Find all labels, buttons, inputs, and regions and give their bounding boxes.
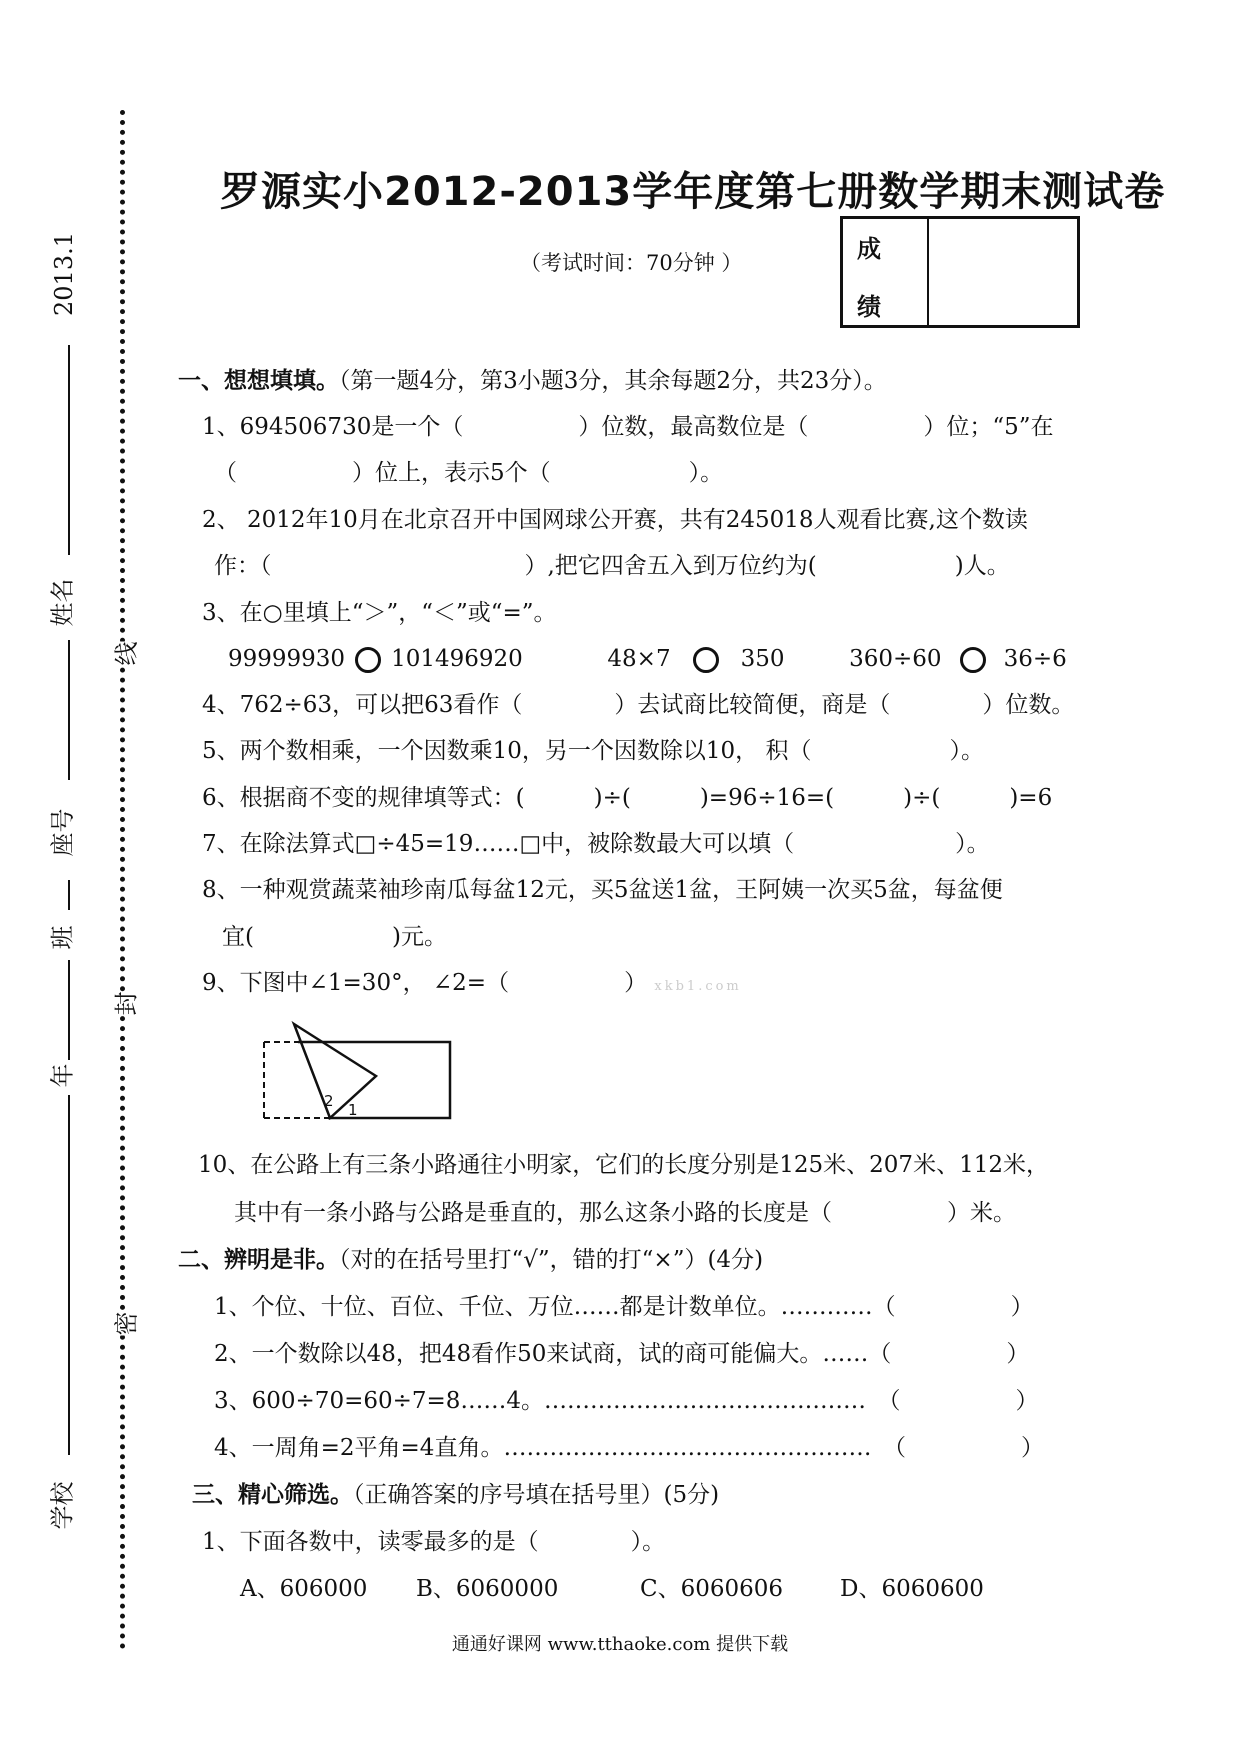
angle-figure [258,1018,458,1120]
q3-item-2: 101496920 [391,646,523,672]
q3-item-5: 360÷60 [849,646,942,672]
q4-line: 4、762÷63，可以把63看作（ ）去试商比较简便，商是（ ）位数。 [202,692,1075,718]
mc-option-c[interactable]: C、6060606 [640,1576,784,1602]
grade-label: 年 [48,1063,77,1088]
section1-note: （第一题4分，第3小题3分，其余每题2分，共23分）。 [339,368,887,394]
fig-label-2: 2 [324,1092,334,1110]
page-footer: 通通好课网 www.tthaoke.com 提供下载 [451,1634,789,1655]
bind-char-xian: 线 [101,642,148,666]
q8-line2: 宜( )元。 [222,924,447,950]
exam-title: 罗源实小2012-2013学年度第七册数学期末测试卷 [220,169,1166,215]
seat-underline [68,880,70,910]
section3-header [192,1480,719,1510]
class-underline [68,960,70,1060]
score-label-1: 成 [857,235,881,263]
mc-option-d[interactable]: D、6060600 [840,1576,984,1602]
q2-line1: 2、 2012年10月在北京召开中国网球公开赛，共有245018人观看比赛,这个数读 [202,507,1028,533]
compare-circle[interactable] [960,647,986,673]
q1-line2: （ ）位上，表示5个（ ）。 [214,460,724,486]
bind-char-feng: 封 [101,992,148,1016]
q2-line2: 作：（ ）,把它四舍五入到万位约为( )人。 [214,553,1010,579]
section3-note: （正确答案的序号填在括号里）(5分) [353,1482,720,1508]
q3-line: 3、在○里填上“＞”，“＜”或“=”。 [202,600,557,626]
score-box[interactable] [840,216,1080,328]
school-label: 学校 [48,1481,77,1530]
tf-q1: 1、个位、十位、百位、千位、万位……都是计数单位。…………（ ） [214,1294,1034,1320]
fig-label-1: 1 [348,1101,358,1119]
exam-date: 2013.1 [49,232,78,316]
score-box-divider [927,219,929,325]
q7-line: 7、在除法算式□÷45=19……□中，被除数最大可以填（ ）。 [202,831,990,857]
q6-line: 6、根据商不变的规律填等式：( )÷( )=96÷16=( )÷( )=6 [202,785,1053,811]
binding-dotted-line [120,110,125,1650]
tf-q4: 4、一周角=2平角=4直角。………………………………………… （ ） [214,1435,1044,1461]
section2-header [178,1245,763,1275]
q3-item-3: 48×7 [607,646,671,672]
q10-line2: 其中有一条小路与公路是垂直的，那么这条小路的长度是（ ）米。 [234,1200,1016,1226]
class-label: 班 [48,925,77,950]
date-underline [68,345,70,555]
fig-rectangle [298,1042,450,1118]
q3-item-6: 36÷6 [1003,646,1067,672]
mc-option-b[interactable]: B、6060000 [416,1576,559,1602]
q5-line: 5、两个数相乘，一个因数乘10，另一个因数除以10， 积（ ）。 [202,738,984,764]
name-label: 姓名 [48,578,77,627]
section2-heading: 二、辨明是非。 [178,1247,339,1273]
exam-time: （考试时间：70分钟 ） [520,251,743,275]
section2-note: （对的在括号里打“√”，错的打“×”）(4分) [339,1247,764,1273]
tf-q2: 2、一个数除以48，把48看作50来试商，试的商可能偏大。……（ ） [214,1341,1030,1367]
section3-heading: 三、精心筛选。 [192,1482,353,1508]
section1-heading: 一、想想填填。 [178,368,339,394]
grade-underline [68,1095,70,1235]
q9-line [202,968,742,1002]
q3-item-1: 99999930 [228,646,346,672]
mc-q1: 1、下面各数中，读零最多的是（ ）。 [202,1529,666,1555]
q9-text: 9、下图中∠1=30°， ∠2=（ ） [202,970,648,996]
compare-circle[interactable] [355,647,381,673]
watermark: xkb1.com [654,979,742,994]
name-underline [68,640,70,780]
score-label-2: 绩 [857,293,881,321]
q3-item-4: 350 [740,646,785,672]
compare-circle[interactable] [693,647,719,673]
seat-label: 座号 [48,808,77,857]
section1-header [178,366,887,396]
q8-line1: 8、一种观赏蔬菜袖珍南瓜每盆12元，买5盆送1盆，王阿姨一次买5盆，每盆便 [202,877,1003,903]
bind-char-mi: 密 [101,1312,148,1336]
mc-option-a[interactable]: A、606000 [240,1576,368,1602]
q10-line1: 10、在公路上有三条小路通往小明家，它们的长度分别是125米、207米、112米， [198,1152,1049,1178]
tf-q3: 3、600÷70=60÷7=8……4。…………………………………… （ ） [214,1388,1039,1414]
school-underline [68,1235,70,1455]
fig-folded-triangle [294,1024,376,1118]
q3-compare-row [228,644,1067,674]
q1-line1: 1、694506730是一个（ ）位数，最高数位是（ ）位；“5”在 [202,414,1054,440]
